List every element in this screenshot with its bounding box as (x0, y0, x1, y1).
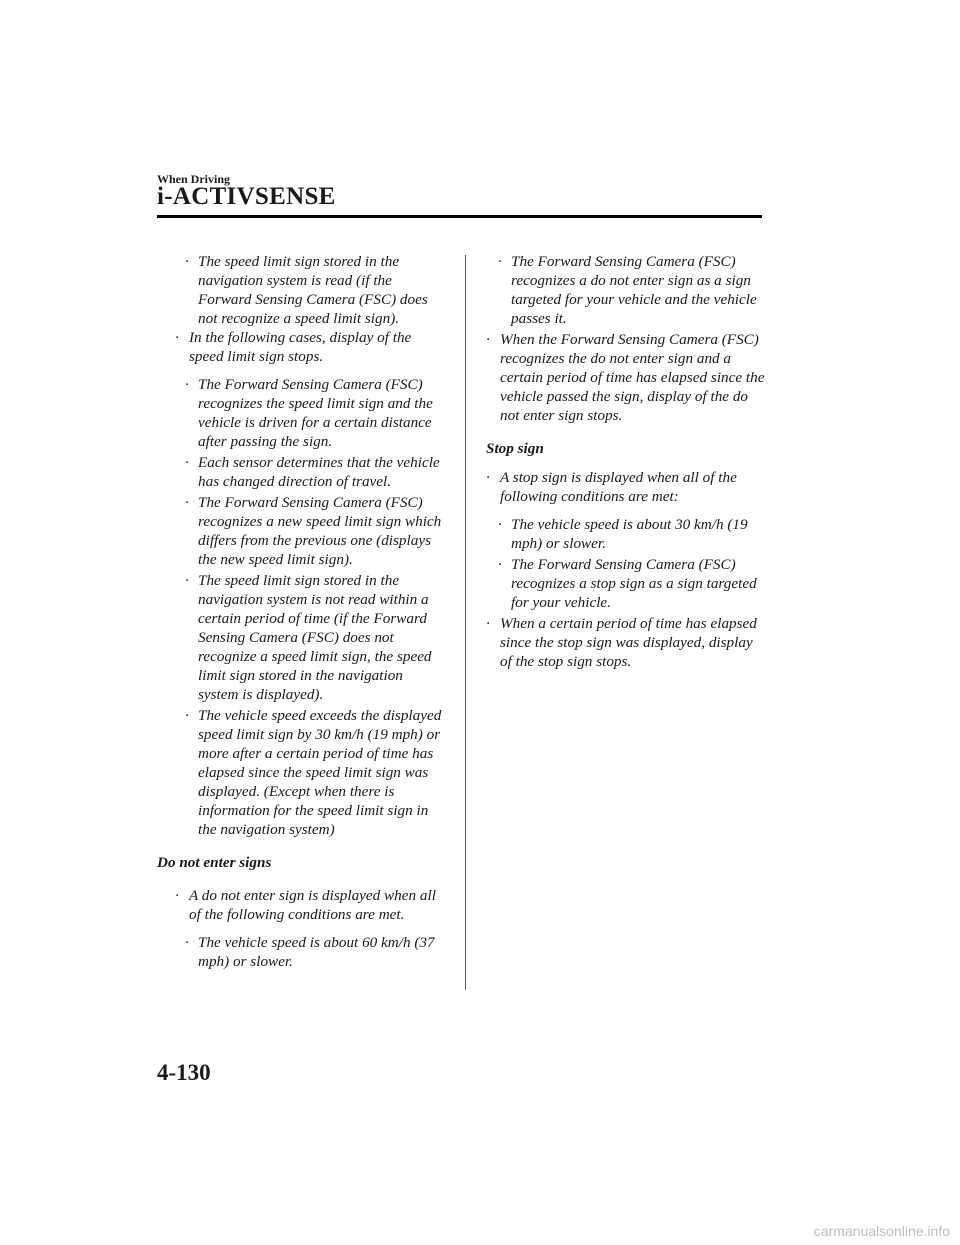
list-item: · When a certain period of time has elapsed since the stop sign was displayed, display of the stop sign stops. (486, 615, 757, 670)
column-divider (465, 255, 466, 990)
bullet-icon: · (185, 376, 189, 393)
bullet-icon: · (185, 707, 189, 724)
list-item: · The speed limit sign stored in the navigation system is read (if the Forward Sensing Camera (FSC) does not recognize a speed limit sign). (185, 253, 428, 327)
bullet-icon: · (175, 329, 179, 346)
bullet-icon: · (486, 615, 490, 632)
bullet-icon: · (185, 934, 189, 951)
bullet-icon: · (175, 887, 179, 904)
list-item: · The Forward Sensing Camera (FSC) recognizes a do not enter sign as a sign targeted for your vehicle and the vehicle passes it. (498, 253, 757, 327)
list-item: · In the following cases, display of the speed limit sign stops. (175, 329, 412, 365)
bullet-icon: · (185, 572, 189, 589)
list-item: · The Forward Sensing Camera (FSC) recognizes the speed limit sign and the vehicle is driven for a certain distance after passing the sign. (185, 376, 433, 450)
list-item: · A do not enter sign is displayed when all of the following conditions are met. (175, 887, 436, 923)
bullet-icon: · (185, 253, 189, 270)
bullet-icon: · (498, 516, 502, 533)
list-item: · A stop sign is displayed when all of the following conditions are met: (486, 469, 737, 505)
bullet-icon: · (498, 556, 502, 573)
watermark: carmanualsonline.info (813, 1223, 950, 1239)
list-item: · The vehicle speed is about 60 km/h (37 mph) or slower. (185, 934, 435, 970)
list-item: · The Forward Sensing Camera (FSC) recognizes a stop sign as a sign targeted for your vehicle. (498, 556, 757, 611)
list-item: · The speed limit sign stored in the navigation system is not read within a certain period of time (if the Forward Sensing Camera (FSC) does not recognize a speed limit sign, the speed limit sign stored in the navigation system is displayed). (185, 572, 432, 703)
right-column (486, 252, 766, 671)
bullet-icon: · (486, 469, 490, 486)
heading-stop-sign: Stop sign (486, 440, 544, 457)
bullet-icon: · (486, 331, 490, 348)
section-label: When Driving (157, 172, 231, 186)
page-number: 4-130 (157, 1060, 211, 1085)
left-column (157, 252, 447, 971)
bullet-icon: · (185, 454, 189, 471)
heading-do-not-enter: Do not enter signs (157, 854, 272, 871)
list-item: · Each sensor determines that the vehicle has changed direction of travel. (185, 454, 440, 490)
list-item: · The Forward Sensing Camera (FSC) recognizes a new speed limit sign which differs from the previous one (displays the new speed limit sign). (185, 494, 442, 568)
list-item: · When the Forward Sensing Camera (FSC) recognizes the do not enter sign and a certain period of time has elapsed since the vehicle passed the sign, display of the do not enter sign stops. (486, 331, 765, 424)
title-divider (157, 215, 762, 218)
chapter-title: i-ACTIVSENSE (157, 183, 336, 210)
bullet-icon: · (498, 253, 502, 270)
list-item: · The vehicle speed exceeds the displayed speed limit sign by 30 km/h (19 mph) or more after a certain period of time has elapsed since the speed limit sign was displayed. (Except when there is information for the speed limit sign in the navigation system) (185, 707, 442, 838)
bullet-icon: · (185, 494, 189, 511)
list-item: · The vehicle speed is about 30 km/h (19 mph) or slower. (498, 516, 748, 552)
